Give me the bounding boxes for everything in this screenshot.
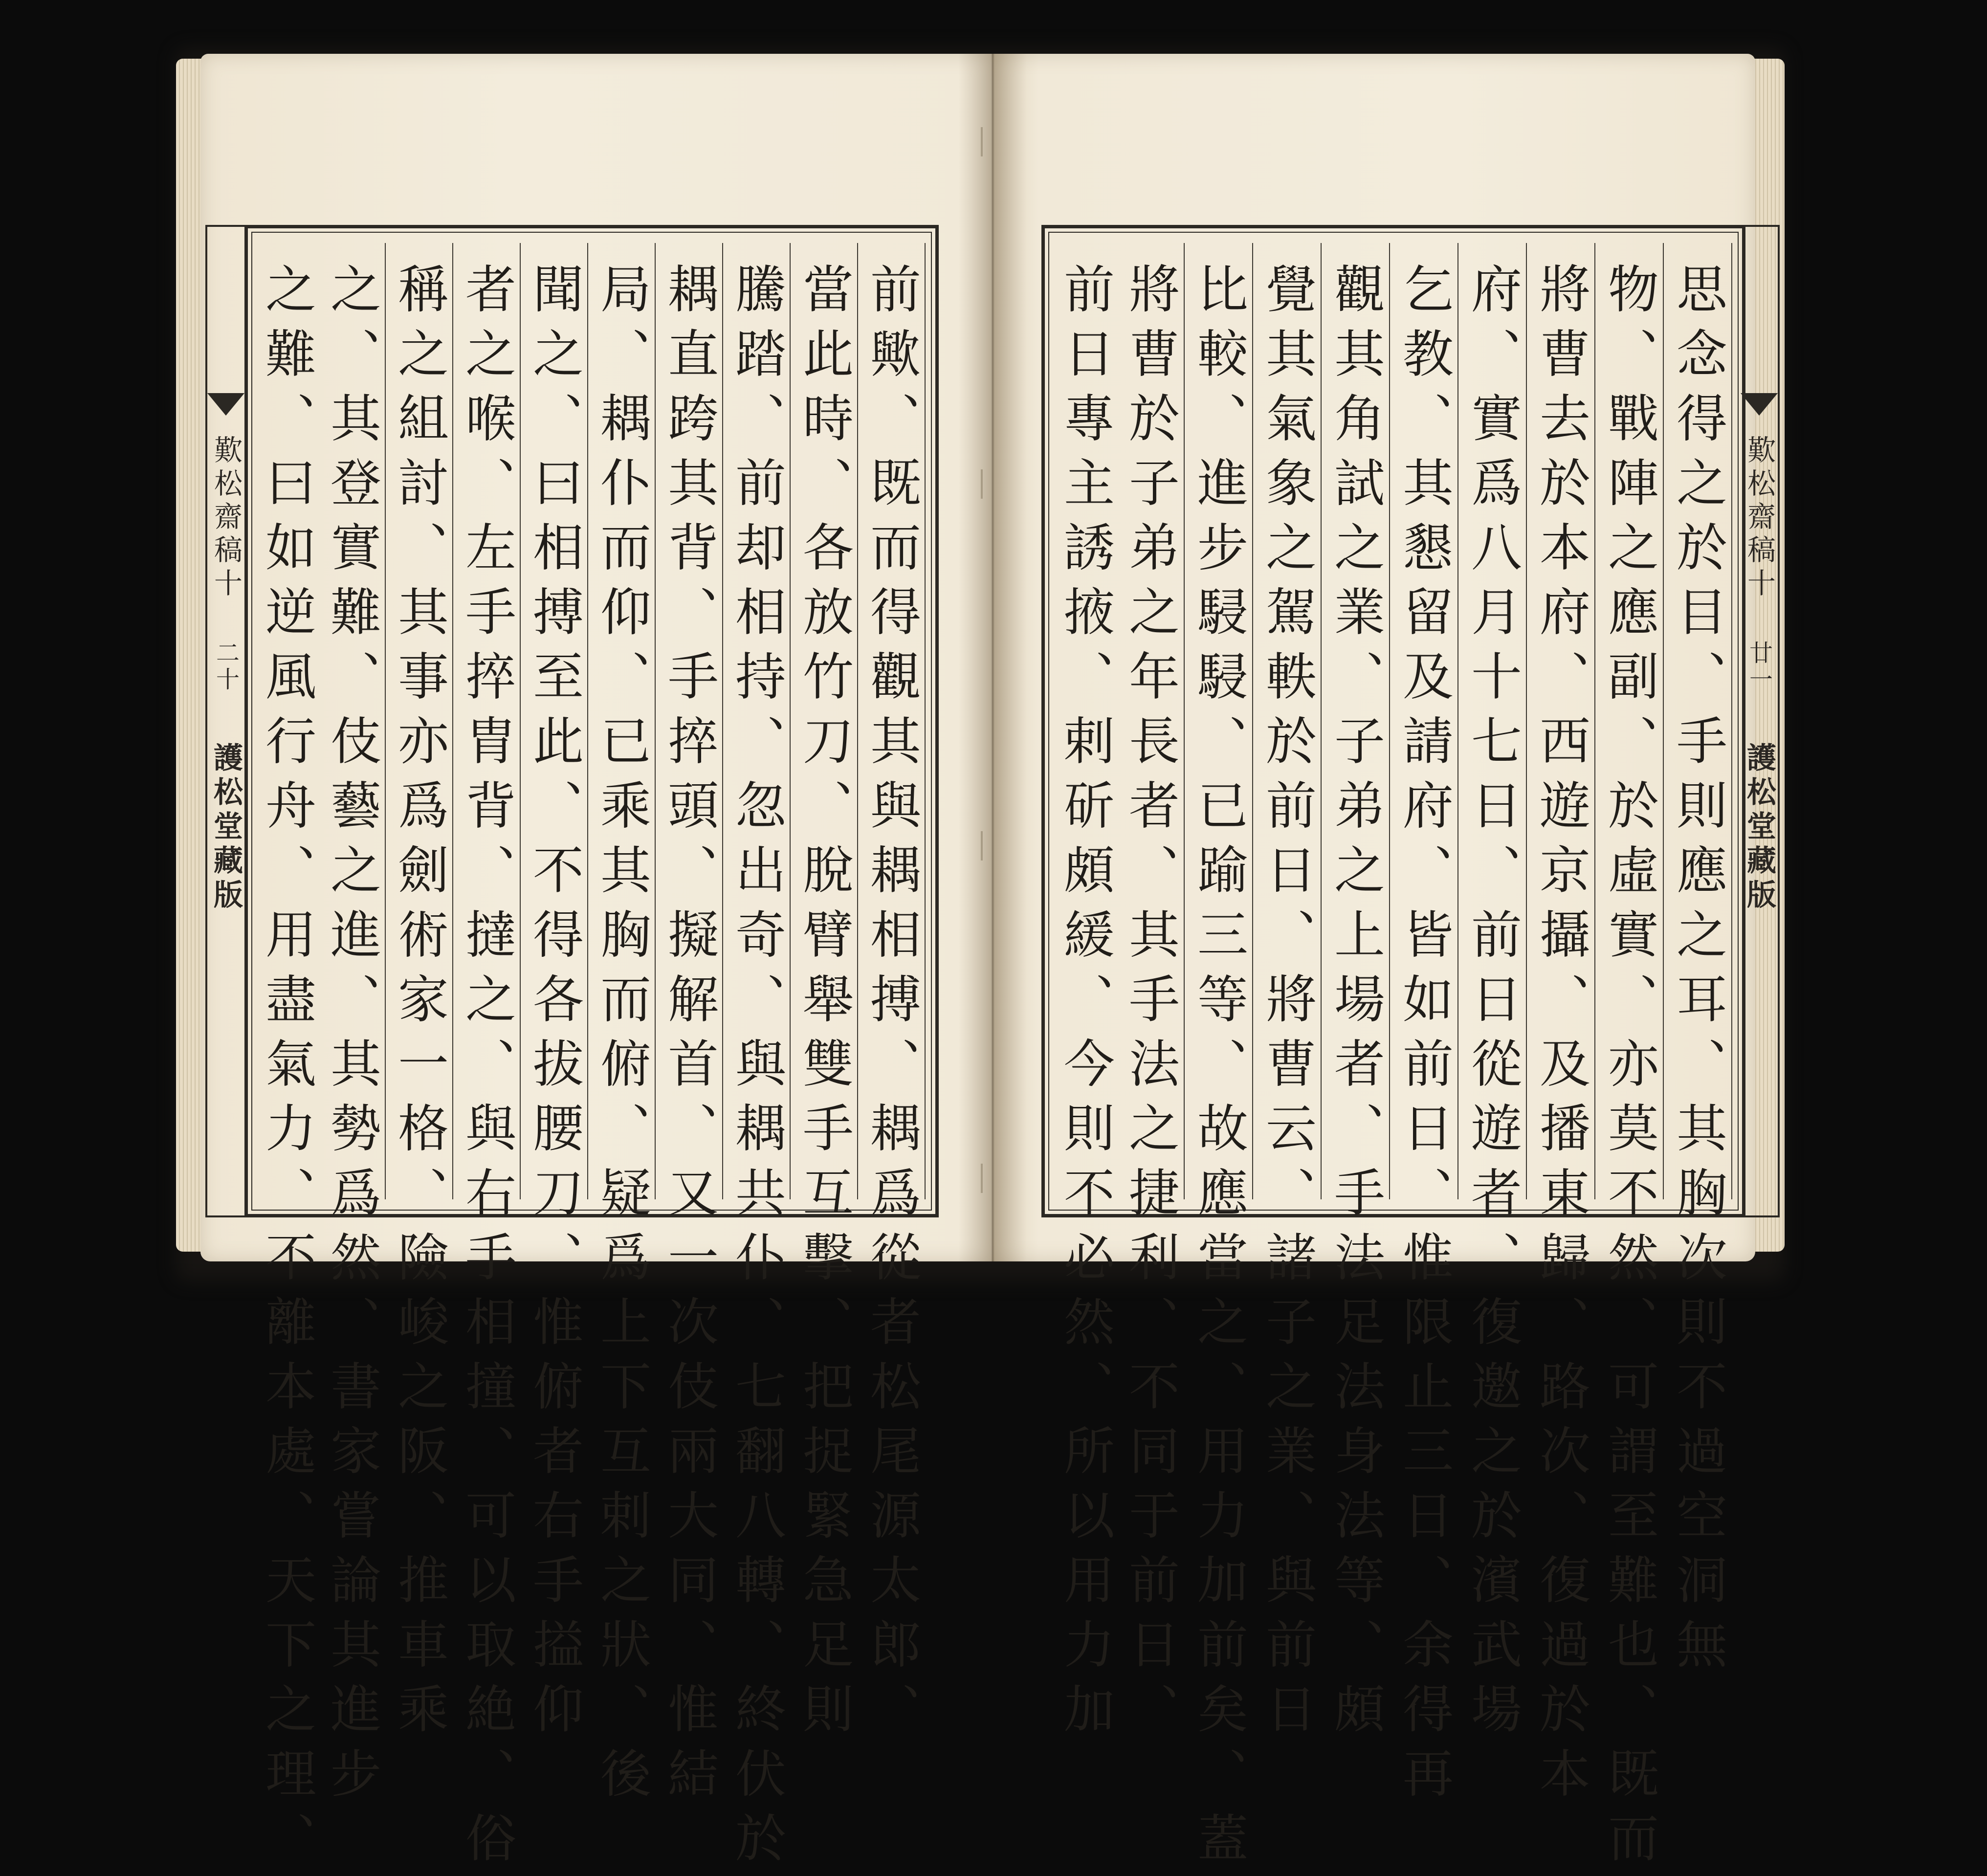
text-column: 之難、曰如逆風行舟、用盡氣力、不離本處、天下之理、 — [257, 263, 316, 1876]
right-text-frame — [1041, 225, 1745, 1876]
left-text-frame — [244, 225, 939, 1876]
binding-thread — [981, 127, 983, 156]
text-column: 當此時、各放竹刀、脫臂舉雙手互擊、把捉緊急足則 — [791, 243, 858, 1199]
margin-title: 歎松齋稿十 — [209, 435, 243, 601]
text-column: 將曹去於本府、西遊京攝、及播東歸、路次、復過於本 — [1527, 243, 1595, 1199]
margin-title: 歎松齋稿十 — [1743, 435, 1776, 601]
text-column: 府、實爲八月十七日、前日從遊者、復邀之於濱武場 — [1458, 243, 1527, 1199]
text-column: 聞之、曰相搏至此、不得各拔腰刀、惟俯者右手搤仰 — [521, 243, 588, 1199]
text-column: 稱之組討、其事亦爲劍術家一格、險峻之阪、推車乘 — [386, 243, 453, 1199]
binding-thread — [981, 831, 983, 861]
margin-folio: 二十 — [212, 640, 240, 693]
fishtail-mark-icon — [207, 393, 244, 416]
text-column: 思念得之於目、手則應之耳、其胸次則不過空洞無 — [1664, 243, 1732, 1199]
left-fold-margin — [205, 225, 244, 1217]
book-gutter — [958, 54, 1027, 1261]
text-column: 騰踏、前却相持、忽出奇、與耦共仆、七翻八轉、終伏於 — [723, 243, 791, 1199]
text-column: 乞教、其懇留及請府、皆如前日、惟限止三日、余得再 — [1390, 243, 1458, 1199]
text-column: 觀其角試之業、子弟之上場者、手法足法身法等、頗 — [1322, 243, 1390, 1199]
text-column: 前歟、既而得觀其與耦相搏、耦爲從者松尾源太郎、 — [858, 243, 926, 1199]
text-column: 耦直跨其背、手捽頭、擬解首、又一次伎兩大同、惟結 — [656, 243, 723, 1199]
text-column: 前日專主誘掖、剌斫頗緩、今則不必然、所以用力加 — [1055, 263, 1115, 1747]
text-column: 將曹於子弟之年長者、其手法之捷利、不同于前日、 — [1116, 243, 1185, 1199]
margin-folio: 廿一 — [1745, 640, 1773, 693]
text-column: 者之喉、左手捽胄背、撻之、與右手相撞、可以取絶、俗 — [453, 243, 521, 1199]
text-column: 物、戰陣之應副、於虛實、亦莫不然、可謂至難也、既而 — [1595, 243, 1664, 1199]
margin-studio: 護松堂藏版 — [209, 742, 243, 913]
fishtail-mark-icon — [1741, 393, 1778, 416]
text-column: 覺其氣象之駕軼於前日、將曹云、諸子之業、與前日 — [1253, 243, 1322, 1199]
text-column: 比較、進步駸駸、已踰三等、故應當之、用力加前矣、蓋 — [1185, 243, 1253, 1199]
text-column: 之、其登實難、伎藝之進、其勢爲然、書家嘗論其進步 — [318, 243, 386, 1199]
margin-studio: 護松堂藏版 — [1742, 742, 1776, 913]
text-column: 局、耦仆而仰、已乘其胸而俯、疑爲上下互剌之狀、後 — [588, 243, 656, 1199]
binding-thread — [981, 469, 983, 499]
binding-thread — [981, 1164, 983, 1193]
right-fold-margin — [1741, 225, 1780, 1217]
